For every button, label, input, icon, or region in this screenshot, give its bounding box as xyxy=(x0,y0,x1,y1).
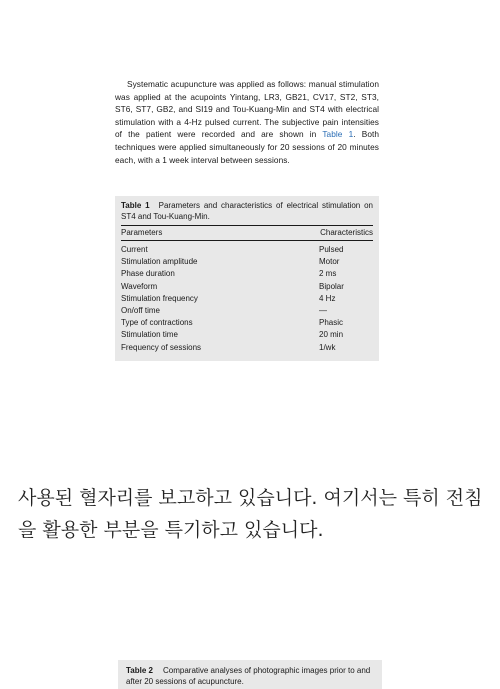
parameter-cell: On/off time xyxy=(121,305,160,315)
paragraph-text-end: . Both techniques were applied simultaneously for 20 sessions of 20 minutes each, with a 1 week interval between sessions. xyxy=(115,129,379,165)
characteristic-cell: Bipolar xyxy=(319,281,344,291)
parameter-cell: Current xyxy=(121,245,148,254)
table-2-caption: Comparative analyses of photographic images prior to and after 20 sessions of acupuncture. xyxy=(126,666,371,686)
characteristic-cell: — xyxy=(319,305,327,315)
table-header-rule xyxy=(121,240,373,241)
table-row xyxy=(121,256,373,268)
table-row xyxy=(121,317,373,329)
characteristic-cell: Pulsed xyxy=(319,245,344,254)
table-1 xyxy=(115,196,379,361)
paragraph-text: Systematic acupuncture was applied as follows: manual stimulation was applied at the acupoints Yintang, LR3, GB21, CV17, ST2, ST3, ST6, ST7, GB2, and SI19 and Tou-Kuang-Min and ST4 with electrical stimulation with a 4-Hz pulsed current. The subjective pain intensities of the patient were recorded and are shown in xyxy=(115,79,379,140)
characteristic-cell: Motor xyxy=(319,257,340,267)
table-row xyxy=(121,293,373,305)
characteristic-cell: 2 ms xyxy=(319,269,337,279)
table-1-label: Table 1 xyxy=(121,201,150,210)
characteristic-cell: 20 min xyxy=(319,330,344,340)
parameter-cell: Type of contractions xyxy=(121,318,193,328)
parameter-cell: Stimulation frequency xyxy=(121,293,198,303)
table-row xyxy=(121,342,373,354)
characteristic-cell: 1/wk xyxy=(319,342,336,352)
table1-link[interactable]: Table 1 xyxy=(322,129,354,140)
body-paragraph xyxy=(115,78,379,166)
table-2-label: Table 2 xyxy=(126,666,153,675)
table-row xyxy=(121,329,373,341)
table-header xyxy=(121,226,373,240)
parameter-cell: Frequency of sessions xyxy=(121,342,202,352)
table-1-caption-text: Parameters and characteristics of electrical stimulation on ST4 and Tou-Kuang-Min. xyxy=(121,201,373,221)
table-row xyxy=(121,244,373,256)
table-row xyxy=(121,281,373,293)
korean-annotation: 사용된 혈자리를 보고하고 있습니다. 여기서는 특히 전침을 활용한 부분을 특기하고 있습니다. xyxy=(18,487,483,541)
column-header-parameters: Parameters xyxy=(121,228,163,237)
parameter-cell: Waveform xyxy=(121,281,158,291)
column-header-characteristics: Characteristics xyxy=(320,228,373,237)
parameter-cell: Stimulation amplitude xyxy=(121,257,198,267)
table-2 xyxy=(118,660,382,689)
parameter-cell: Stimulation time xyxy=(121,330,178,340)
parameter-cell: Phase duration xyxy=(121,269,175,279)
table-body xyxy=(121,244,373,354)
table-row xyxy=(121,268,373,280)
characteristic-cell: 4 Hz xyxy=(319,293,336,303)
table-row xyxy=(121,305,373,317)
table-1-caption xyxy=(121,200,373,222)
characteristic-cell: Phasic xyxy=(319,318,344,328)
